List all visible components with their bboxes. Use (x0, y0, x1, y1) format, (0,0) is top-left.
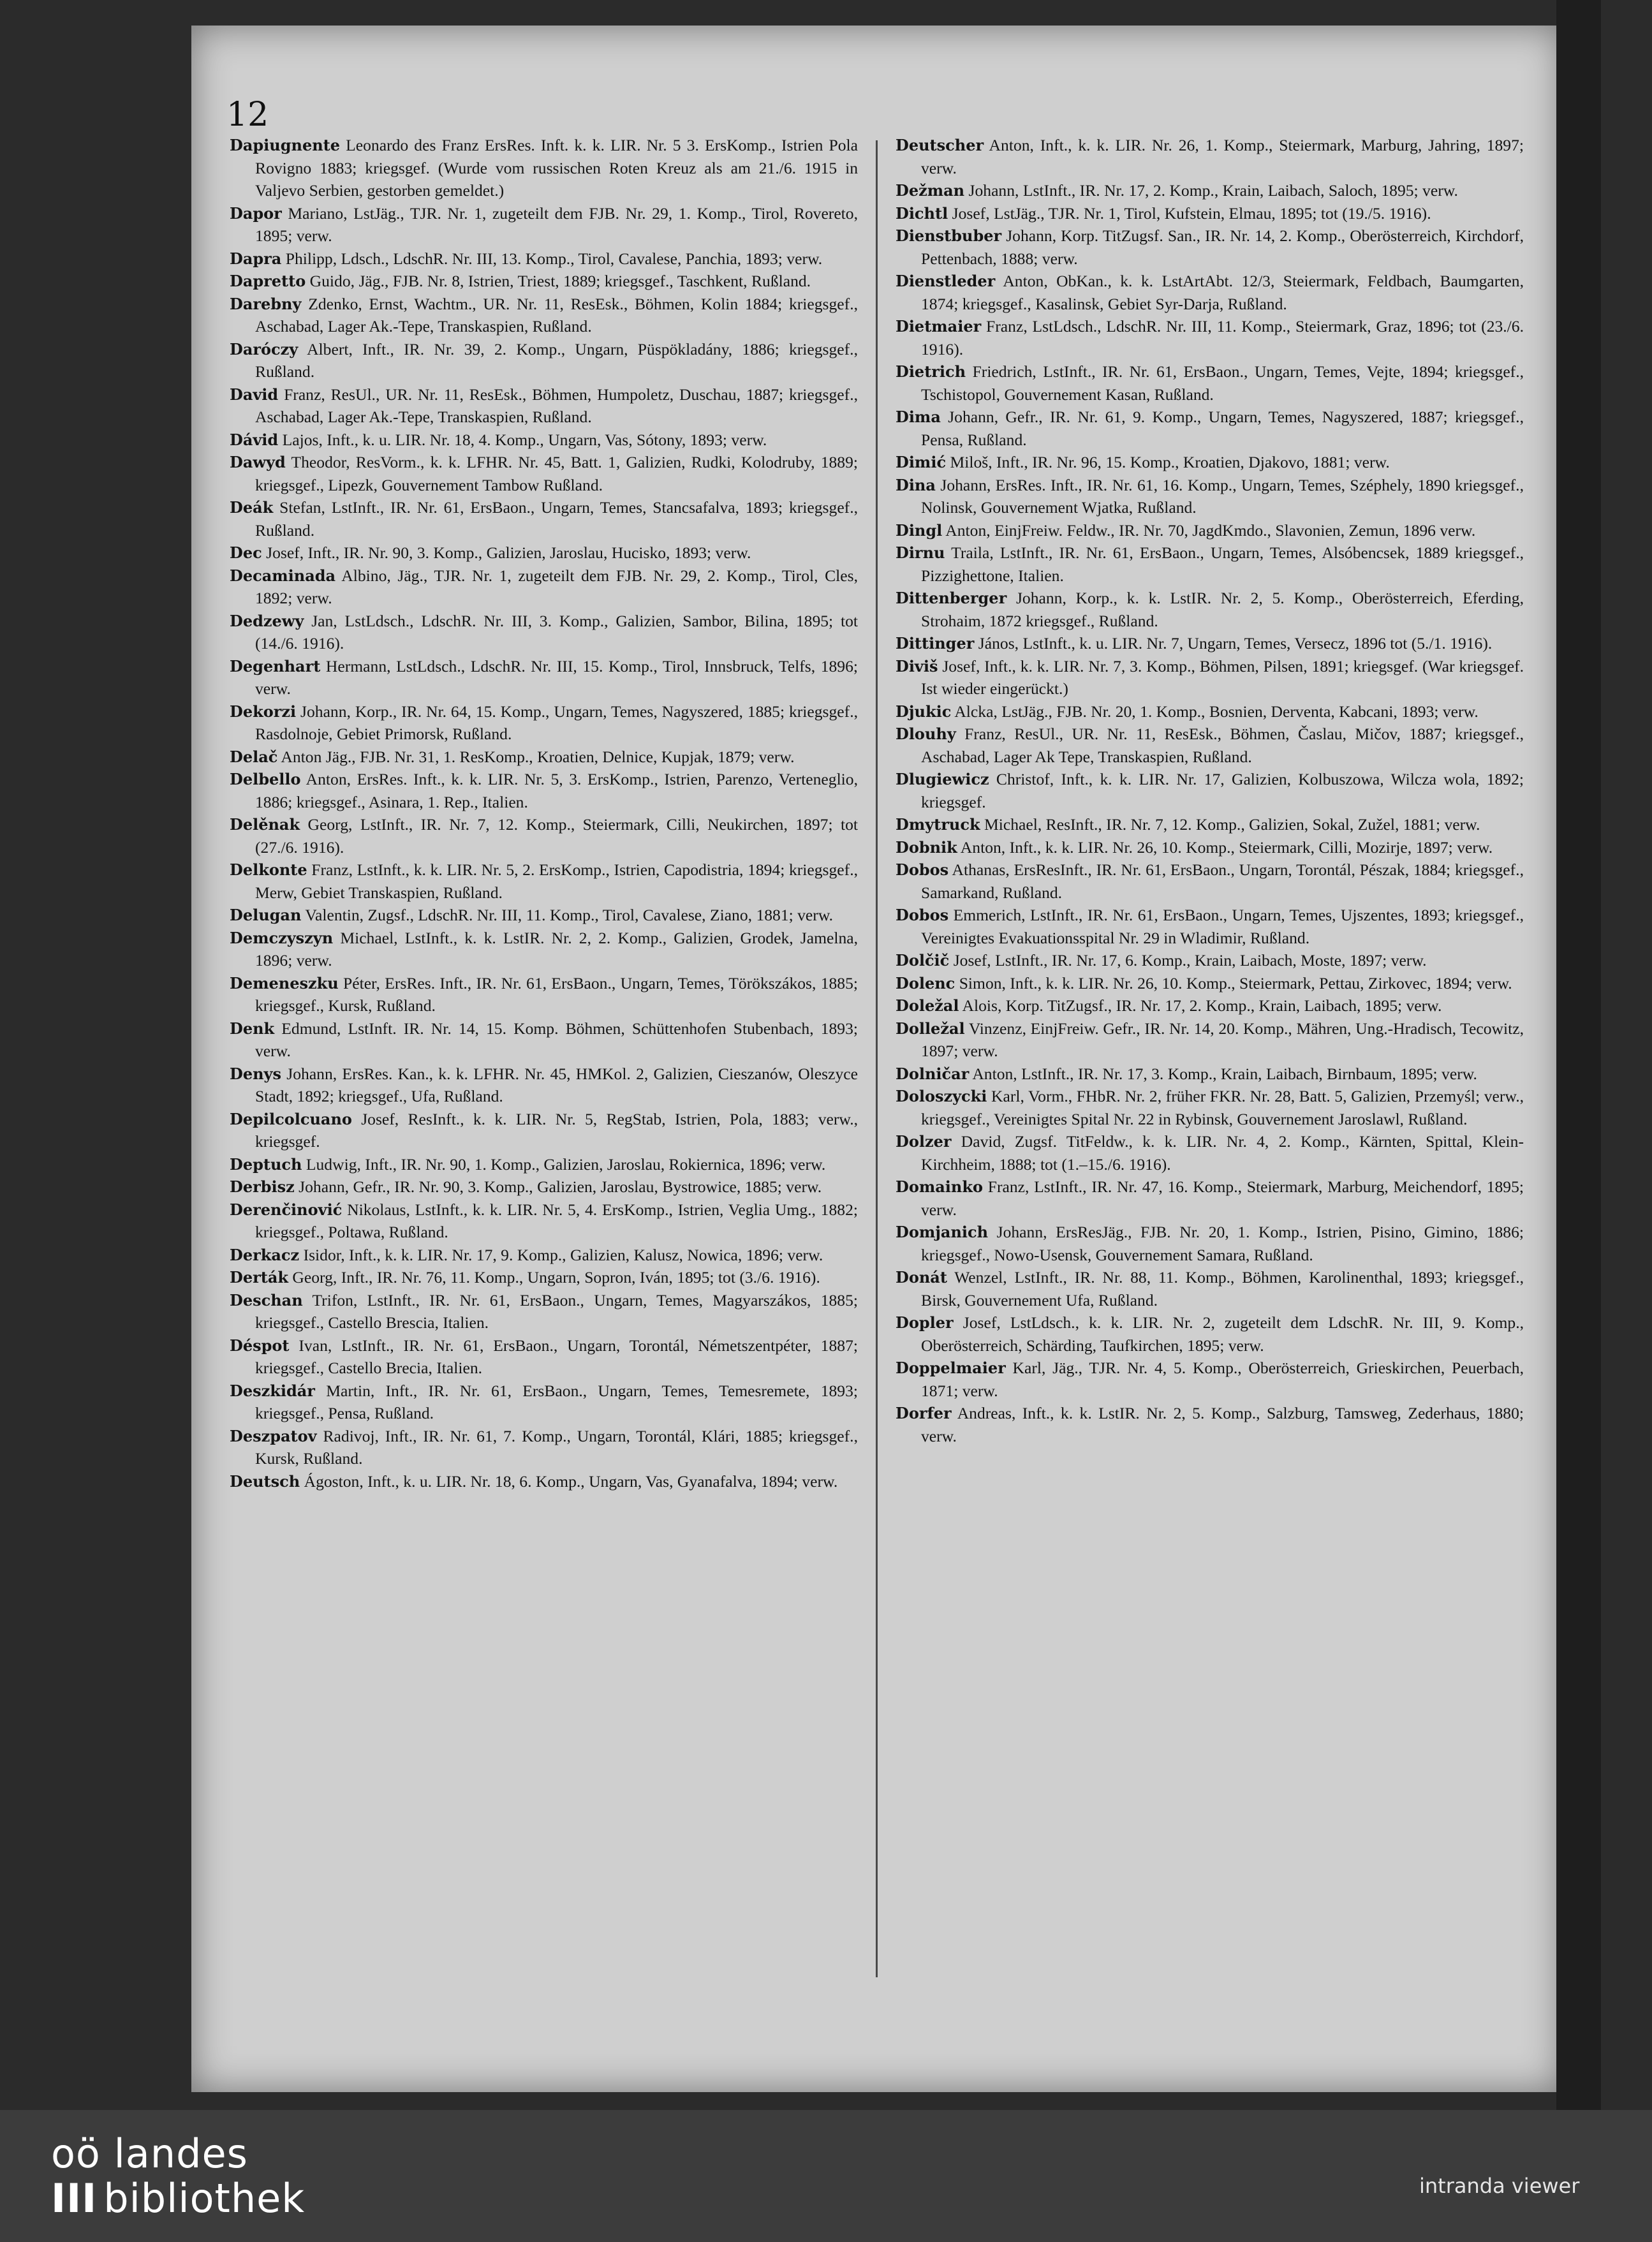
entry-surname: Dolenc (896, 973, 955, 992)
entry-surname: Dobnik (896, 837, 957, 857)
entry-surname: Dec (230, 543, 262, 562)
entry-surname: Dávid (230, 430, 279, 449)
entry-surname: Deutsch (230, 1471, 300, 1491)
entry-details: Karl, Vorm., FHbR. Nr. 2, früher FKR. Nr. 28, Batt. 5, Galizien, Przemyśl; verw., kriegsgef., Vereinigtes Spital Nr. 22 in Rybinsk, Gouvernement Jaroslawl, Rußland. (921, 1087, 1524, 1128)
entry-details: Martin, Inft., IR. Nr. 61, ErsBaon., Ungarn, Temes, Temesremete, 1893; kriegsgef., Pensa, Rußland. (255, 1381, 858, 1422)
library-logo-bars-icon: III (51, 2175, 98, 2222)
entry-details: Albert, Inft., IR. Nr. 39, 2. Komp., Ungarn, Püspökladány, 1886; kriegsgef., Rußland. (255, 339, 858, 381)
entry-surname: Dapretto (230, 272, 306, 290)
entry-surname: Dlouhy (896, 725, 956, 743)
register-entry (230, 904, 858, 927)
entry-surname: Dolležal (896, 1019, 965, 1038)
entry-details: Franz, ResUl., UR. Nr. 11, ResEsk., Böhmen, Časlau, Mičov, 1887; kriegsgef., Aschabad, Lager Ak Tepe, Transkaspien, Rußland. (921, 725, 1524, 766)
entry-surname: David (230, 385, 279, 404)
register-entry (230, 1334, 858, 1380)
register-entry (896, 519, 1524, 542)
register-entry (896, 949, 1524, 972)
register-entry (230, 293, 858, 338)
register-entry (896, 632, 1524, 655)
entry-details: Valentin, Zugsf., LdschR. Nr. III, 11. Komp., Tirol, Cavalese, Ziano, 1881; verw. (305, 906, 834, 924)
entry-details: Lajos, Inft., k. u. LIR. Nr. 18, 4. Komp., Ungarn, Vas, Sótony, 1893; verw. (282, 430, 767, 449)
entry-details: Edmund, LstInft. IR. Nr. 14, 15. Komp. Böhmen, Schüttenhofen Stubenbach, 1893; verw. (255, 1019, 859, 1060)
entry-surname: Demczyszyn (230, 928, 334, 947)
register-entry (230, 700, 858, 746)
entry-surname: Deutscher (896, 136, 984, 154)
entry-details: Josef, Inft., IR. Nr. 90, 3. Komp., Galizien, Jaroslau, Hucisko, 1893; verw. (266, 543, 751, 562)
register-entry (230, 1017, 858, 1063)
entry-surname: Dorfer (896, 1404, 952, 1422)
register-entry (230, 564, 858, 610)
entry-details: Josef, LstJäg., TJR. Nr. 1, Tirol, Kufstein, Elmau, 1895; tot (19./5. 1916). (952, 203, 1431, 223)
entry-details: Anton, Inft., k. k. LIR. Nr. 26, 1. Komp., Steiermark, Marburg, Jahring, 1897; verw. (921, 136, 1524, 177)
entry-surname: Derbisz (230, 1177, 295, 1196)
register-entry (896, 406, 1524, 451)
entry-surname: Derták (230, 1268, 288, 1287)
register-entry (230, 1176, 858, 1198)
register-entry (230, 1198, 858, 1244)
register-entry (896, 655, 1524, 700)
register-entry (896, 451, 1524, 474)
entry-surname: Dienstbuber (896, 226, 1002, 245)
entry-surname: Dedzewy (230, 611, 304, 630)
register-entry (230, 859, 858, 904)
entry-details: Michael, ResInft., IR. Nr. 7, 12. Komp., Galizien, Sokal, Zužel, 1881; verw. (984, 815, 1480, 834)
register-entry (230, 746, 858, 769)
entry-details: Franz, LstInft., k. k. LIR. Nr. 5, 2. ErsKomp., Istrien, Capodistria, 1894; kriegsgef., Merw, Gebiet Transkaspien, Rußland. (255, 860, 858, 902)
entry-surname: Dima (896, 408, 941, 426)
register-entry (896, 179, 1524, 202)
entry-details: Ludwig, Inft., IR. Nr. 90, 1. Komp., Galizien, Jaroslau, Rokiernica, 1896; verw. (306, 1154, 826, 1174)
register-entry (896, 542, 1524, 587)
entry-details: Guido, Jäg., FJB. Nr. 8, Istrien, Triest, 1889; kriegsgef., Taschkent, Rußland. (309, 272, 811, 290)
register-entry (896, 1085, 1524, 1130)
entry-details: Anton, LstInft., IR. Nr. 17, 3. Komp., Krain, Laibach, Birnbaum, 1895; verw. (972, 1064, 1477, 1083)
entry-surname: Dittenberger (896, 589, 1007, 607)
entry-details: János, LstInft., k. u. LIR. Nr. 7, Ungarn, Temes, Versecz, 1896 tot (5./1. 1916). (978, 634, 1493, 653)
register-entry (896, 1221, 1524, 1266)
register-entry (230, 1063, 858, 1108)
entry-surname: Derkacz (230, 1245, 300, 1264)
entry-surname: Deszkidár (230, 1381, 315, 1400)
entry-details: Friedrich, LstInft., IR. Nr. 61, ErsBaon., Ungarn, Temes, Vejte, 1894; kriegsgef., Tschistopol, Gouvernement Kasan, Rußland. (921, 362, 1524, 404)
register-entry (230, 542, 858, 564)
register-entry (896, 700, 1524, 723)
register-entry (230, 247, 858, 270)
register-entry (230, 1380, 858, 1425)
entry-surname: Dina (896, 475, 936, 494)
entry-details: Johann, ErsResJäg., FJB. Nr. 20, 1. Komp., Istrien, Pisino, Gimino, 1886; kriegsgef., Nowo-Usensk, Gouvernement Samara, Rußland. (921, 1223, 1524, 1264)
entry-surname: Doloszycki (896, 1087, 987, 1105)
sheet-edge-shadow (1556, 0, 1601, 2110)
column-divider (876, 140, 878, 1977)
entry-details: Hermann, LstLdsch., LdschR. Nr. III, 15. Komp., Tirol, Innsbruck, Telfs, 1896; verw. (255, 656, 858, 698)
register-entry (896, 1130, 1524, 1176)
entry-details: Anton, EinjFreiw. Feldw., IR. Nr. 70, JagdKmdo., Slavonien, Zemun, 1896 verw. (945, 520, 1476, 540)
register-entry (896, 859, 1524, 904)
entry-surname: Dapor (230, 203, 282, 223)
entry-surname: Dichtl (896, 203, 948, 223)
entry-surname: Djukic (896, 702, 952, 721)
register-entry (230, 1425, 858, 1470)
register-entry (896, 1176, 1524, 1221)
entry-details: Anton Jäg., FJB. Nr. 31, 1. ResKomp., Kroatien, Delnice, Kupjak, 1879; verw. (281, 747, 795, 766)
entry-surname: Delkonte (230, 860, 307, 879)
entry-details: Josef, LstInft., IR. Nr. 17, 6. Komp., Krain, Laibach, Moste, 1897; verw. (953, 951, 1427, 970)
right-column (896, 134, 1524, 1447)
entry-details: Ivan, LstInft., IR. Nr. 61, ErsBaon., Ungarn, Torontál, Németszentpéter, 1887; kriegsgef., Castello Brecia, Italien. (255, 1336, 858, 1377)
library-logo-text: bibliothek (103, 2175, 306, 2222)
register-entry (230, 202, 858, 247)
register-entry (230, 134, 858, 202)
register-entry (896, 904, 1524, 949)
entry-surname: Denk (230, 1019, 275, 1038)
entry-surname: Degenhart (230, 656, 321, 675)
entry-details: Johann, ErsRes. Kan., k. k. LFHR. Nr. 45, HMKol. 2, Galizien, Cieszanów, Oleszyce Stadt, 1892; kriegsgef., Ufa, Rußland. (255, 1064, 858, 1105)
entry-surname: Dietmaier (896, 317, 982, 336)
library-logo-line2[interactable] (51, 2175, 305, 2222)
entry-details: Franz, LstLdsch., LdschR. Nr. III, 11. Komp., Steiermark, Graz, 1896; tot (23./6. 1916). (921, 317, 1524, 358)
register-entry (896, 768, 1524, 813)
entry-surname: Domjanich (896, 1223, 989, 1241)
register-entry (230, 338, 858, 383)
entry-details: Simon, Inft., k. k. LIR. Nr. 26, 10. Komp., Steiermark, Pettau, Zirkovec, 1894; verw. (959, 973, 1512, 992)
entry-surname: Dolničar (896, 1064, 970, 1083)
entry-details: Franz, LstInft., IR. Nr. 47, 16. Komp., Steiermark, Marburg, Meichendorf, 1895; verw. (921, 1177, 1524, 1219)
entry-surname: Dingl (896, 520, 943, 540)
entry-details: Jan, LstLdsch., LdschR. Nr. III, 3. Komp., Galizien, Sambor, Bilina, 1895; tot (14./6. 1916). (255, 611, 858, 653)
entry-surname: Dlugiewicz (896, 770, 989, 788)
register-entry (230, 1266, 858, 1289)
entry-details: Leonardo des Franz ErsRes. Inft. k. k. LIR. Nr. 5 3. ErsKomp., Istrien Pola Rovigno 1883; kriegsgef. (Wurde vom russischen Roten Kreuz als am 21./6. 1915 in Valjevo Serbien, gestorben gemeldet.) (255, 136, 858, 200)
entry-details: Georg, LstInft., IR. Nr. 7, 12. Komp., Steiermark, Cilli, Neukirchen, 1897; tot (27./6. 1916). (255, 815, 858, 857)
register-entry (896, 723, 1524, 768)
entry-details: Johann, LstInft., IR. Nr. 17, 2. Komp., Krain, Laibach, Saloch, 1895; verw. (968, 181, 1458, 200)
entry-details: Albino, Jäg., TJR. Nr. 1, zugeteilt dem FJB. Nr. 29, 2. Komp., Tirol, Cles, 1892; verw. (255, 566, 858, 607)
entry-surname: Delbello (230, 770, 301, 788)
entry-surname: Delěnak (230, 815, 300, 834)
page-number: 12 (226, 96, 269, 134)
entry-surname: Dmytruck (896, 815, 980, 834)
entry-details: David, Zugsf. TitFeldw., k. k. LIR. Nr. 4, 2. Komp., Kärnten, Spittal, Klein-Kirchheim, 1888; tot (1.–15./6. 1916). (921, 1132, 1524, 1174)
entry-details: Anton, Inft., k. k. LIR. Nr. 26, 10. Komp., Steiermark, Cilli, Mozirje, 1897; verw. (960, 837, 1493, 857)
entry-surname: Dapra (230, 249, 282, 268)
entry-surname: Depilcolcuano (230, 1109, 352, 1128)
register-entry (230, 1470, 858, 1493)
register-entry (230, 655, 858, 700)
entry-surname: Deschan (230, 1290, 303, 1309)
entry-details: Andreas, Inft., k. k. LstIR. Nr. 2, 5. Komp., Salzburg, Tamsweg, Zederhaus, 1880; verw. (921, 1404, 1524, 1445)
register-entry (230, 496, 858, 542)
entry-details: Theodor, ResVorm., k. k. LFHR. Nr. 45, Batt. 1, Galizien, Rudki, Kolodruby, 1889; kriegsgef., Lipezk, Gouvernement Tambow Rußland. (255, 453, 859, 494)
entry-surname: Darebny (230, 294, 302, 313)
entry-surname: Dežman (896, 181, 965, 200)
entry-details: Anton, ErsRes. Inft., k. k. LIR. Nr. 5, 3. ErsKomp., Istrien, Parenzo, Verteneglio, 1886; kriegsgef., Asinara, 1. Rep., Italien. (255, 770, 858, 811)
register-entry (230, 270, 858, 293)
entry-details: Josef, LstLdsch., k. k. LIR. Nr. 2, zugeteilt dem LdschR. Nr. III, 9. Komp., Oberösterreich, Schärding, Taufkirchen, 1895; verw. (921, 1313, 1524, 1355)
register-entry (896, 1266, 1524, 1311)
entry-surname: Dirnu (896, 543, 945, 562)
entry-details: Philipp, Ldsch., LdschR. Nr. III, 13. Komp., Tirol, Cavalese, Panchia, 1893; verw. (285, 249, 823, 268)
register-entry (896, 1357, 1524, 1402)
entry-surname: Dobos (896, 860, 949, 879)
entry-details: Ágoston, Inft., k. u. LIR. Nr. 18, 6. Komp., Ungarn, Vas, Gyanafalva, 1894; verw. (304, 1471, 838, 1491)
register-entry (896, 225, 1524, 270)
entry-details: Michael, LstInft., k. k. LstIR. Nr. 2, 2. Komp., Galizien, Grodek, Jamelna, 1896; verw. (255, 928, 859, 970)
entry-surname: Doležal (896, 996, 959, 1015)
entry-details: Athanas, ErsResInft., IR. Nr. 61, ErsBaon., Ungarn, Torontál, Pészak, 1884; kriegsgef., Samarkand, Rußland. (921, 860, 1524, 902)
entry-surname: Doppelmaier (896, 1359, 1006, 1377)
entry-surname: Dopler (896, 1313, 954, 1332)
entry-details: Péter, ErsRes. Inft., IR. Nr. 61, ErsBaon., Ungarn, Temes, Törökszákos, 1885; kriegsgef., Kursk, Rußland. (255, 973, 858, 1015)
left-column (230, 134, 858, 1493)
entry-details: Alcka, LstJäg., FJB. Nr. 20, 1. Komp., Bosnien, Derventa, Kabcani, 1893; verw. (954, 702, 1479, 721)
entry-details: Alois, Korp. TitZugsf., IR. Nr. 17, 2. Komp., Krain, Laibach, 1895; verw. (962, 996, 1442, 1015)
register-entry (230, 927, 858, 972)
entry-details: Mariano, LstJäg., TJR. Nr. 1, zugeteilt dem FJB. Nr. 29, 1. Komp., Tirol, Rovereto, 1895; verw. (255, 203, 858, 245)
entry-details: Johann, Gefr., IR. Nr. 90, 3. Komp., Galizien, Jaroslau, Bystrowice, 1885; verw. (299, 1177, 822, 1196)
entry-details: Karl, Jäg., TJR. Nr. 4, 5. Komp., Oberösterreich, Grieskirchen, Peuerbach, 1871; verw. (921, 1359, 1524, 1400)
entry-surname: Dawyd (230, 453, 286, 471)
entry-surname: Dapiugnente (230, 136, 341, 154)
entry-surname: Dekorzi (230, 702, 297, 721)
entry-surname: Derenčinović (230, 1200, 343, 1219)
register-entry (896, 836, 1524, 859)
register-entry (230, 813, 858, 859)
entry-details: Johann, Korp., k. k. LstIR. Nr. 2, 5. Komp., Oberösterreich, Eferding, Strohaim, 1872 kriegsgef., Rußland. (921, 589, 1524, 630)
register-entry (896, 1402, 1524, 1447)
entry-surname: Delač (230, 747, 278, 766)
register-entry (896, 813, 1524, 836)
entry-details: Josef, Inft., k. k. LIR. Nr. 7, 3. Komp., Böhmen, Pilsen, 1891; kriegsgef. (War kriegsgef. Ist wieder eingerückt.) (921, 656, 1524, 698)
register-entry (896, 270, 1524, 315)
register-entry (230, 429, 858, 452)
entry-details: Traila, LstInft., IR. Nr. 61, ErsBaon., Ungarn, Temes, Alsóbencsek, 1889 kriegsgef., Pizzighettone, Italien. (921, 543, 1524, 585)
entry-details: Franz, ResUl., UR. Nr. 11, ResEsk., Böhmen, Humpoletz, Duschau, 1887; kriegsgef., Aschabad, Lager Ak.-Tepe, Transkaspien, Rußland. (255, 385, 858, 426)
register-entry (230, 1289, 858, 1334)
register-entry (896, 202, 1524, 225)
register-entry (896, 1311, 1524, 1357)
entry-details: Johann, ErsRes. Inft., IR. Nr. 61, 16. Komp., Ungarn, Temes, Széphely, 1890 kriegsgef., Nolinsk, Gouvernement Wjatka, Rußland. (921, 475, 1524, 517)
register-entry (896, 315, 1524, 360)
entry-surname: Delugan (230, 906, 302, 924)
library-logo-line1[interactable]: oö landes (51, 2130, 248, 2177)
entry-surname: Deák (230, 498, 274, 517)
register-entry (230, 972, 858, 1017)
entry-details: Wenzel, LstInft., IR. Nr. 88, 11. Komp., Böhmen, Karolinenthal, 1893; kriegsgef., Birsk, Gouvernement Ufa, Rußland. (921, 1268, 1524, 1309)
entry-surname: Domainko (896, 1177, 983, 1196)
entry-details: Johann, Korp., IR. Nr. 64, 15. Komp., Ungarn, Temes, Nagyszered, 1885; kriegsgef., Rasdolnoje, Gebiet Primorsk, Rußland. (255, 702, 858, 743)
entry-details: Nikolaus, LstInft., k. k. LIR. Nr. 5, 4. ErsKomp., Istrien, Veglia Umg., 1882; kriegsgef., Poltawa, Rußland. (255, 1200, 858, 1241)
entry-details: Isidor, Inft., k. k. LIR. Nr. 17, 9. Komp., Galizien, Kalusz, Nowica, 1896; verw. (303, 1245, 823, 1264)
entry-details: Stefan, LstInft., IR. Nr. 61, ErsBaon., Ungarn, Temes, Stancsafalva, 1893; kriegsgef., Rußland. (255, 498, 858, 540)
register-entry (230, 451, 858, 496)
entry-surname: Déspot (230, 1336, 290, 1355)
entry-details: Georg, Inft., IR. Nr. 76, 11. Komp., Ungarn, Sopron, Iván, 1895; tot (3./6. 1916). (292, 1268, 820, 1287)
entry-surname: Decaminada (230, 566, 336, 585)
entry-details: Johann, Korp. TitZugsf. San., IR. Nr. 14, 2. Komp., Oberösterreich, Kirchdorf, Pettenbach, 1888; verw. (921, 226, 1524, 268)
entry-details: Trifon, LstInft., IR. Nr. 61, ErsBaon., Ungarn, Temes, Magyarszákos, 1885; kriegsgef., Castello Brescia, Italien. (255, 1290, 859, 1332)
entry-surname: Donát (896, 1268, 947, 1287)
entry-surname: Daróczy (230, 339, 299, 358)
entry-details: Christof, Inft., k. k. LIR. Nr. 17, Galizien, Kolbuszowa, Wilcza wola, 1892; kriegsgef. (921, 770, 1524, 811)
entry-details: Zdenko, Ernst, Wachtm., UR. Nr. 11, ResEsk., Böhmen, Kolin 1884; kriegsgef., Aschabad, Lager Ak.-Tepe, Transkaspien, Rußland. (255, 294, 858, 336)
entry-details: Anton, ObKan., k. k. LstArtAbt. 12/3, Steiermark, Feldbach, Baumgarten, 1874; kriegsgef., Kasalinsk, Gebiet Syr-Darja, Rußland. (921, 272, 1524, 313)
entry-details: Emmerich, LstInft., IR. Nr. 61, ErsBaon., Ungarn, Temes, Ujszentes, 1893; kriegsgef., Vereinigtes Evakuationsspital Nr. 29 in Wladimir, Rußland. (921, 906, 1524, 947)
register-entry (230, 1108, 858, 1153)
register-entry (896, 1063, 1524, 1086)
entry-surname: Dimić (896, 453, 947, 471)
entry-details: Johann, Gefr., IR. Nr. 61, 9. Komp., Ungarn, Temes, Nagyszered, 1887; kriegsgef., Pensa, Rußland. (921, 408, 1524, 449)
register-entry (896, 474, 1524, 519)
register-entry (896, 994, 1524, 1017)
entry-surname: Dietrich (896, 362, 966, 381)
entry-surname: Demeneszku (230, 973, 339, 992)
entry-surname: Deptuch (230, 1154, 302, 1174)
register-entry (896, 360, 1524, 406)
register-entry (230, 610, 858, 655)
register-entry (896, 134, 1524, 179)
register-entry (230, 1244, 858, 1267)
entry-surname: Dobos (896, 906, 949, 924)
register-entry (896, 972, 1524, 995)
entry-details: Radivoj, Inft., IR. Nr. 61, 7. Komp., Ungarn, Torontál, Klári, 1885; kriegsgef., Kursk, Rußland. (255, 1426, 858, 1468)
entry-surname: Denys (230, 1064, 281, 1083)
register-entry (230, 1153, 858, 1176)
entry-details: Josef, ResInft., k. k. LIR. Nr. 5, RegStab, Istrien, Pola, 1883; verw., kriegsgef. (255, 1109, 858, 1151)
register-entry (230, 383, 858, 429)
viewer-brand-label[interactable]: intranda viewer (1419, 2174, 1580, 2198)
entry-surname: Dienstleder (896, 272, 996, 290)
entry-surname: Diviš (896, 656, 938, 675)
entry-surname: Dolčič (896, 951, 950, 970)
entry-details: Vinzenz, EinjFreiw. Gefr., IR. Nr. 14, 20. Komp., Mähren, Ung.-Hradisch, Tecowitz, 1897; verw. (921, 1019, 1524, 1060)
register-entry (230, 768, 858, 813)
entry-surname: Deszpatov (230, 1426, 317, 1445)
entry-surname: Dolzer (896, 1132, 952, 1151)
register-entry (896, 1017, 1524, 1063)
register-entry (896, 587, 1524, 632)
entry-details: Miloš, Inft., IR. Nr. 96, 15. Komp., Kroatien, Djakovo, 1881; verw. (950, 453, 1390, 471)
entry-surname: Dittinger (896, 634, 975, 653)
